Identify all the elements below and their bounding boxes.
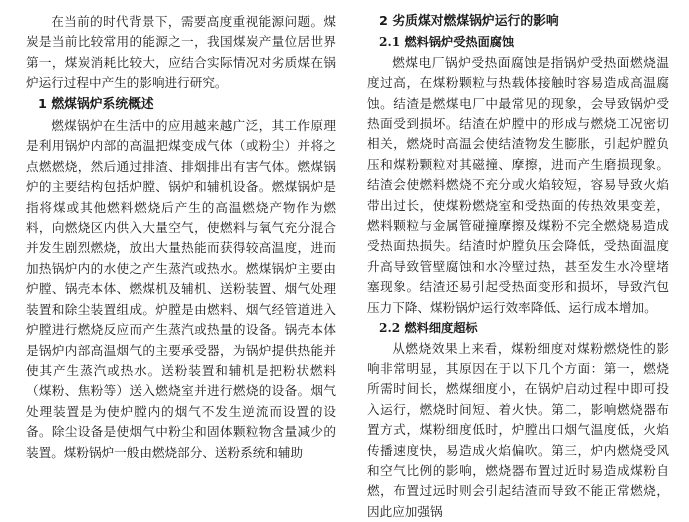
right-column [367,12,669,522]
section-1-paragraph: 燃煤锅炉在生活中的应用越来越广泛，其工作原理是利用锅炉内部的高温把煤变成气体（或粉尘）并将之点燃燃烧，然后通过排渣、排烟排出有害气体。燃煤锅炉的主要结构包括炉膛、锅炉和辅机设备。燃煤锅炉是指将煤或其他燃料燃烧后产生的高温燃烧产物作为燃料，向燃烧区内供入大量空气，使燃料与氧气充分混合并发生剧烈燃烧，放出大量热能而获得较高温度，进而加热锅炉内的水使之产生蒸汽或热水。燃煤锅炉主要由炉膛、锅壳本体、燃煤机及辅机、送粉装置、烟气处理装置和除尘装置组成。炉膛是由燃料、烟气经管道进入炉膛进行燃烧反应而产生蒸汽或热量的设备。锅壳本体是锅炉内部高温烟气的主要承受器，为锅炉提供热能并使其产生蒸汽或热水。送粉装置和辅机是把粉状燃料（煤粉、焦粉等）送入燃烧室并进行燃烧的设备。烟气处理装置是为使炉膛内的烟气不发生逆流而设置的设备。除尘设备是使烟气中粉尘和固体颗粒物含量减少的装置。煤粉锅炉一般由燃烧部分、送粉系统和辅助 [26,116,336,463]
section-1-heading: 1 燃煤锅炉系统概述 [26,95,336,115]
subsection-2-2-paragraph: 从燃烧效果上来看，煤粉细度对煤粉燃烧性的影响非常明显，其原因在于以下几个方面：第一，燃烧所需时间长，燃煤细度小，在锅炉启动过程中即可投入运行，燃烧时间短、着火快。第二，影响燃烧器布置方式，煤粉细度低时，炉膛出口烟气温度低，火焰传播速度快，易造成火焰偏吹。第三，炉内燃烧受风和空气比例的影响，燃烧器布置过近时易造成煤粉自燃，布置过远时则会引起结渣而导致不能正常燃烧，因此应加强锅 [367,339,669,522]
subsection-2-1-paragraph: 燃煤电厂锅炉受热面腐蚀是指锅炉受热面燃烧温度过高，在煤粉颗粒与热载体接触时容易造成高温腐蚀。结渣是燃煤电厂中最常见的现象，会导致锅炉受热面受到损坏。结渣在炉膛中的形成与燃烧工况密切相关，燃烧时高温会使结渣物发生膨胀，引起炉膛负压和煤粉颗粒对其磁撞、摩擦，进而产生磨损现象。结渣会使燃料燃烧不充分或火焰较短，容易导致火焰带出过长，使煤粉燃烧室和受热面的传热效果变差，燃料颗粒与金属管碰撞摩擦及煤粉不完全燃烧易造成受热面热损失。结渣时炉膛负压会降低，受热面温度升高导致管壁腐蚀和水冷壁过热，甚至发生水冷壁堵塞现象。结渣还易引起受热面变形和损坏，导致汽包压力下降、煤粉锅炉运行效率降低、运行成本增加。 [367,53,669,318]
section-2-heading: 2 劣质煤对燃煤锅炉运行的影响 [367,12,669,32]
subsection-2-1-heading: 2.1 燃料锅炉受热面腐蚀 [367,32,669,52]
left-column [26,12,336,463]
subsection-2-2-heading: 2.2 燃料细度超标 [367,318,669,338]
intro-paragraph: 在当前的时代背景下，需要高度重视能源问题。煤炭是当前比较常用的能源之一，我国煤炭产量位居世界第一，煤炭消耗比较大，应结合实际情况对劣质煤在锅炉运行过程中产生的影响进行研究。 [26,12,336,94]
